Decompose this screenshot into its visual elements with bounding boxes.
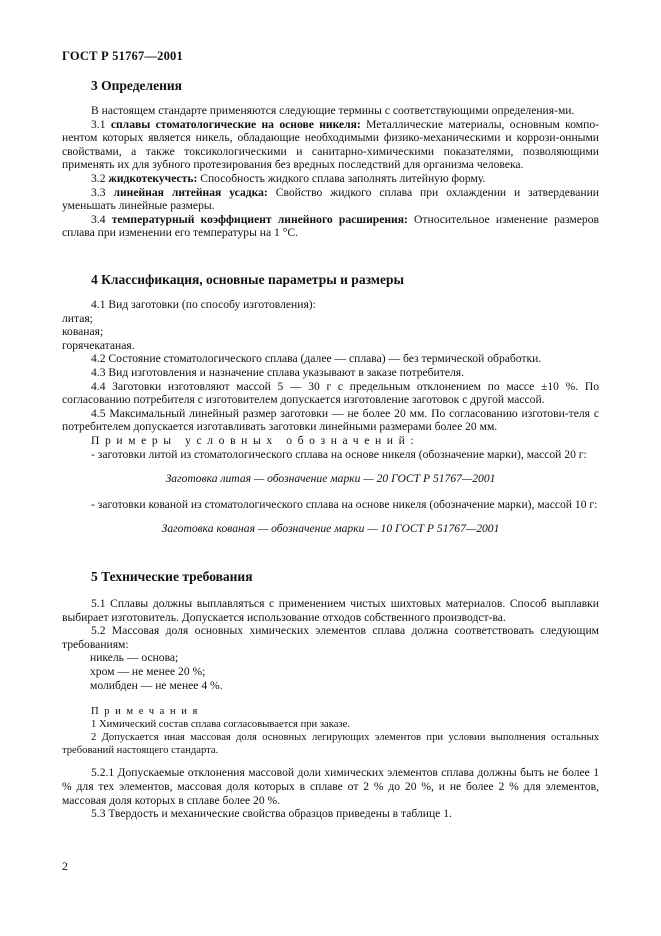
term: жидкотекучесть:	[108, 171, 198, 185]
example-1-text: - заготовки литой из стоматологического сплава на основе никеля (обозначение марки), массой 20 г:	[91, 447, 587, 461]
example-2-designation: Заготовка кованая — обозначение марки — 10 ГОСТ Р 51767—2001	[161, 522, 500, 536]
term-number: 3.3	[91, 185, 106, 199]
note-2: 2 Допускается иная массовая доля основных легирующих элементов при условии выполнения остальных требований настоящего стандарта.	[62, 731, 599, 756]
definitions-intro: В настоящем стандарте применяются следующие термины с соответствующими определения-ми.	[91, 104, 575, 117]
examples-label: Примеры условных обозначений:	[91, 433, 420, 447]
section-3-body	[62, 104, 599, 240]
term-number: 3.1	[91, 117, 106, 131]
definition-3-2	[62, 172, 599, 186]
notes-block	[62, 706, 599, 757]
section-4-title: 4 Классификация, основные параметры и размеры	[91, 272, 405, 287]
element-requirement: хром — не менее 20 %;	[90, 664, 206, 678]
term: температурный коэффициент линейного расширения:	[111, 212, 408, 226]
clause-5-3: 5.3 Твердость и механические свойства образцов приведены в таблице 1.	[91, 807, 452, 821]
clause-5-1: 5.1 Сплавы должны выплавляться с применением чистых шихтовых материалов. Способ выплавки выбирает изготовитель. Допускается использование отходов собственного производст-ва.	[62, 597, 599, 624]
term-number: 3.2	[91, 171, 106, 185]
page-number: 2	[62, 859, 68, 873]
section-5-body	[62, 597, 599, 821]
term-number: 3.4	[91, 212, 106, 226]
element-requirement: молибден — не менее 4 %.	[90, 678, 223, 692]
document-header: ГОСТ Р 51767—2001	[62, 49, 183, 63]
billet-type-item: горячекатаная.	[62, 338, 135, 352]
clause-4-1: 4.1 Вид заготовки (по способу изготовления):	[91, 298, 316, 311]
clause-4-5: 4.5 Максимальный линейный размер заготовки — не более 20 мм. По согласованию изготови-теля с потребителем допускается изготавливать заготовки линейными размерами более 20 мм.	[62, 406, 599, 434]
example-2-text: - заготовки кованой из стоматологического сплава на основе никеля (обозначение марки), массой 10 г:	[91, 497, 598, 511]
section-5-title: 5 Технические требования	[91, 569, 253, 584]
clause-4-4: 4.4 Заготовки изготовляют массой 5 — 30 г с предельным отклонением по массе ±10 %. По согласованию потребителя с изготовителем допускается изготовление заготовок с другой массой.	[62, 379, 599, 407]
term-definition: Свойство жидкого сплава при охлаждении и затвердевании уменьшать линейные размеры.	[62, 185, 599, 213]
definition-3-1	[62, 118, 599, 172]
clause-5-2: 5.2 Массовая доля основных химических элементов сплава должна соответствовать следующим требованиям:	[62, 624, 599, 651]
clause-4-2: 4.2 Состояние стоматологического сплава (далее — сплава) — без термической обработки.	[91, 352, 542, 366]
clause-5-2-1: 5.2.1 Допускаемые отклонения массовой доли химических элементов сплава должны быть не более 1 % для тех элементов, массовая доля которых в сплаве от 2 % до 20 %, и не более 2 % для элементов, массовая доля которых в сплаве более 20 %.	[62, 766, 599, 807]
section-4-body	[62, 298, 599, 536]
billet-type-item: кованая;	[62, 325, 104, 339]
clause-4-3: 4.3 Вид изготовления и назначение сплава указывают в заказе потребителя.	[91, 365, 464, 379]
term-definition: Способность жидкого сплава заполнять литейную форму.	[200, 171, 486, 185]
term-definition: Относительное изменение размеров сплава при изменении его температуры на 1 °С.	[62, 212, 599, 240]
term: сплавы стоматологические на основе никеля:	[110, 117, 361, 131]
notes-label: Примечания	[91, 706, 203, 718]
note-1: 1 Химический состав сплава согласовывается при заказе.	[91, 718, 350, 730]
example-1-designation: Заготовка литая — обозначение марки — 20 ГОСТ Р 51767—2001	[165, 472, 496, 486]
billet-type-item: литая;	[62, 311, 93, 325]
definition-3-3	[62, 186, 599, 213]
definition-3-4	[62, 213, 599, 240]
section-3-title: 3 Определения	[91, 78, 182, 93]
element-requirement: никель — основа;	[90, 651, 179, 665]
term: линейная литейная усадка:	[113, 185, 268, 199]
term-definition: Металлические материалы, основным компо-нентом которых является никель, обладающие необходимыми физико-механическими и коррози-онными свойствами, а также токсикологическими и санитарно-химическими показателями, позволяющими применять их для зубного протезирования без вредных последствий для организма человека.	[62, 117, 599, 172]
